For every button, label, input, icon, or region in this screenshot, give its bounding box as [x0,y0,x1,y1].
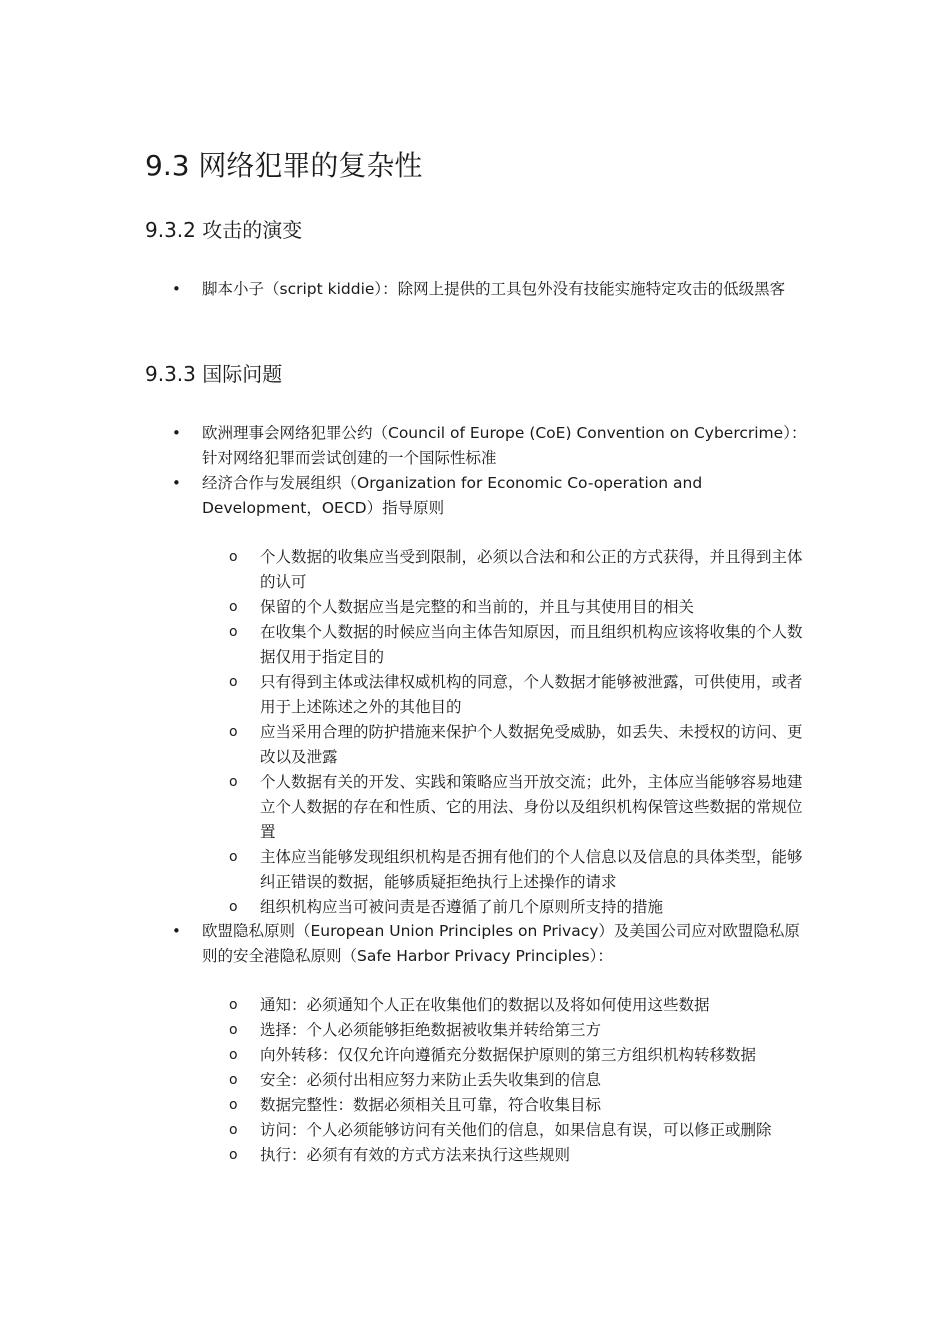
bullet-marker: • [172,424,181,442]
list-item [229,1118,812,1143]
list-item-text: 主体应当能够发现组织机构是否拥有他们的个人信息以及信息的具体类型，能够纠正错误的数据，能够质疑拒绝执行上述操作的请求 [260,848,803,891]
list-item [229,1043,812,1068]
list-item [229,620,812,670]
list-item [229,1093,812,1118]
list-item [229,670,812,720]
sub-marker: o [229,624,238,640]
attack-evolution-list [172,277,812,302]
sub-marker: o [229,1072,238,1088]
list-item [229,720,812,770]
list-item [229,545,812,595]
sub-marker: o [229,599,238,615]
list-item [229,993,812,1018]
list-item-text: 只有得到主体或法律权威机构的同意，个人数据才能够被泄露，可供使用，或者用于上述陈述之外的其他目的 [260,673,803,716]
oecd-principles-list [229,545,812,920]
list-item-text: 通知：必须通知个人正在收集他们的数据以及将如何使用这些数据 [260,996,710,1014]
sub-marker: o [229,724,238,740]
section-heading-attack-evolution: 9.3.2 攻击的演变 [145,218,303,242]
list-item-text: 欧盟隐私原则（European Union Principles on Privacy）及美国公司应对欧盟隐私原则的安全港隐私原则（Safe Harbor Privacy Principles）： [202,922,800,965]
list-item-text: 向外转移：仅仅允许向遵循充分数据保护原则的第三方组织机构转移数据 [260,1046,757,1064]
list-item [229,895,812,920]
sub-marker: o [229,849,238,865]
sub-marker: o [229,674,238,690]
list-item [229,1018,812,1043]
sub-marker: o [229,1047,238,1063]
list-item-text: 个人数据的收集应当受到限制，必须以合法和和公正的方式获得，并且得到主体的认可 [260,548,803,591]
list-item [172,919,812,969]
list-item [229,595,812,620]
safe-harbor-principles-list [229,993,812,1168]
list-item-text: 经济合作与发展组织（Organization for Economic Co-operation and Development，OECD）指导原则 [202,474,703,517]
sub-marker: o [229,1147,238,1163]
sub-marker: o [229,774,238,790]
list-item [172,421,812,471]
list-item-text: 数据完整性：数据必须相关且可靠，符合收集目标 [260,1096,602,1114]
list-item-text: 执行：必须有有效的方式方法来执行这些规则 [260,1146,571,1164]
sub-marker: o [229,899,238,915]
sub-marker: o [229,1097,238,1113]
international-issues-list-a [172,421,812,521]
list-item [172,277,812,302]
list-item-text: 安全：必须付出相应努力来防止丢失收集到的信息 [260,1071,602,1089]
list-item-text: 选择：个人必须能够拒绝数据被收集并转给第三方 [260,1021,602,1039]
list-item [172,471,812,521]
list-item-text: 组织机构应当可被问责是否遵循了前几个原则所支持的措施 [260,898,664,916]
sub-marker: o [229,549,238,565]
list-item [229,845,812,895]
list-item-text: 脚本小子（script kiddie）：除网上提供的工具包外没有技能实施特定攻击的低级黑客 [202,280,786,298]
list-item-text: 个人数据有关的开发、实践和策略应当开放交流；此外，主体应当能够容易地建立个人数据的存在和性质、它的用法、身份以及组织机构保管这些数据的常规位置 [260,773,803,841]
bullet-marker: • [172,280,181,298]
list-item-text: 保留的个人数据应当是完整的和当前的，并且与其使用目的相关 [260,598,695,616]
bullet-marker: • [172,922,181,940]
list-item-text: 在收集个人数据的时候应当向主体告知原因，而且组织机构应该将收集的个人数据仅用于指定目的 [260,623,803,666]
sub-marker: o [229,1022,238,1038]
list-item [229,1068,812,1093]
list-item-text: 欧洲理事会网络犯罪公约（Council of Europe (CoE) Convention on Cybercrime）：针对网络犯罪而尝试创建的一个国际性标准 [202,424,807,467]
list-item [229,770,812,845]
sub-marker: o [229,997,238,1013]
list-item [229,1143,812,1168]
list-item-text: 访问：个人必须能够访问有关他们的信息，如果信息有误，可以修正或删除 [260,1121,772,1139]
bullet-marker: • [172,474,181,492]
list-item-text: 应当采用合理的防护措施来保护个人数据免受威胁，如丢失、未授权的访问、更改以及泄露 [260,723,803,766]
section-heading-international-issues: 9.3.3 国际问题 [145,362,283,386]
international-issues-list-b [172,919,812,969]
page-title: 9.3 网络犯罪的复杂性 [145,149,423,182]
sub-marker: o [229,1122,238,1138]
